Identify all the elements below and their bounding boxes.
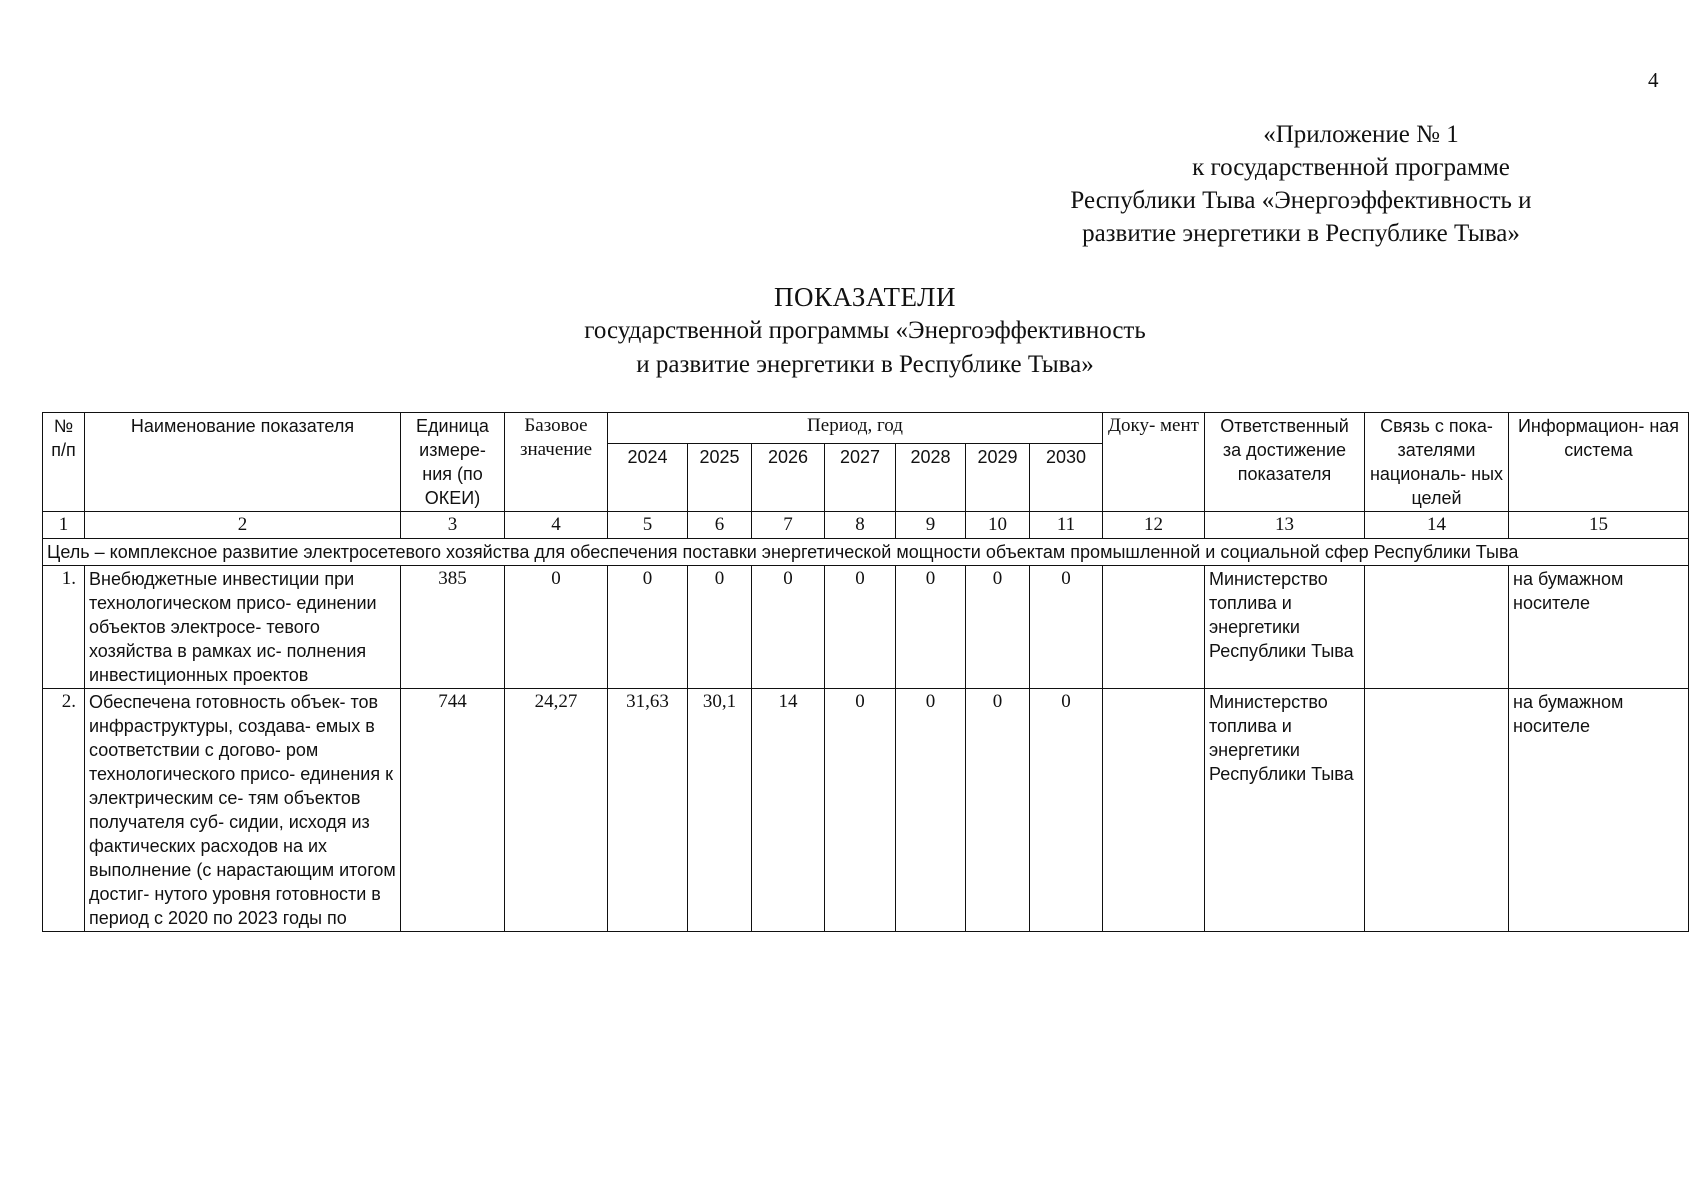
row-value-2025: 0 [688,566,752,689]
document-title [40,280,1690,382]
row-value-2028: 0 [896,566,966,689]
row-infosys: на бумажном носителе [1509,566,1689,689]
column-number: 13 [1205,512,1365,539]
table-row [43,689,1689,932]
row-unit: 385 [401,566,505,689]
row-unit: 744 [401,689,505,932]
table-row [43,566,1689,689]
row-responsible: Министерство топлива и энергетики Республики Тыва [1205,566,1365,689]
column-number: 1 [43,512,85,539]
row-value-2028: 0 [896,689,966,932]
column-number: 2 [85,512,401,539]
header-year: 2025 [688,444,752,512]
row-value-2027: 0 [825,566,896,689]
column-number: 7 [752,512,825,539]
row-value-2026: 0 [752,566,825,689]
column-number: 5 [608,512,688,539]
row-value-2027: 0 [825,689,896,932]
row-infosys: на бумажном носителе [1509,689,1689,932]
header-period: Период, год [608,413,1103,444]
header-infosys: Информацион- ная система [1509,413,1689,512]
column-number: 4 [505,512,608,539]
column-number: 11 [1030,512,1103,539]
row-base: 24,27 [505,689,608,932]
column-number: 9 [896,512,966,539]
column-number: 8 [825,512,896,539]
row-value-2030: 0 [1030,566,1103,689]
header-year: 2024 [608,444,688,512]
row-name: Внебюджетные инвестиции при технологическом присо- единении объектов электросе- тевого хозяйства в рамках ис- полнения инвестиционных проектов [85,566,401,689]
goal-row [43,539,1689,566]
row-value-2029: 0 [966,689,1030,932]
column-number: 6 [688,512,752,539]
indicators-table [42,412,1689,932]
header-row-1 [43,413,1689,444]
appendix-line-1: «Приложение № 1 [1263,121,1459,148]
column-number: 14 [1365,512,1509,539]
header-year: 2029 [966,444,1030,512]
appendix-header [951,118,1651,250]
row-responsible: Министерство топлива и энергетики Республики Тыва [1205,689,1365,932]
column-numbers-row [43,512,1689,539]
title-line-3: и развитие энергетики в Республике Тыва» [636,351,1094,378]
row-document [1103,689,1205,932]
title-main: ПОКАЗАТЕЛИ [774,282,956,312]
header-year: 2026 [752,444,825,512]
appendix-line-3: Республики Тыва «Энергоэффективность и [1070,187,1532,214]
column-number: 3 [401,512,505,539]
header-year: 2028 [896,444,966,512]
row-value-2024: 31,63 [608,689,688,932]
row-num: 2. [43,689,85,932]
row-value-2026: 14 [752,689,825,932]
column-number: 10 [966,512,1030,539]
row-value-2030: 0 [1030,689,1103,932]
header-link: Связь с пока- зателями националь- ных целей [1365,413,1509,512]
appendix-line-2: к государственной программе [1192,154,1510,181]
goal-text: Цель – комплексное развитие электросетевого хозяйства для обеспечения поставки энергетической мощности объектам промышленной и социальной сфер Республики Тыва [43,539,1689,566]
title-line-2: государственной программы «Энергоэффективность [584,317,1146,344]
header-responsible: Ответственный за достижение показателя [1205,413,1365,512]
row-base: 0 [505,566,608,689]
header-unit: Единица измере- ния (по ОКЕИ) [401,413,505,512]
header-name: Наименование показателя [85,413,401,512]
page-number: 4 [1648,68,1659,92]
appendix-line-4: развитие энергетики в Республике Тыва» [1082,220,1520,247]
row-num: 1. [43,566,85,689]
row-value-2025: 30,1 [688,689,752,932]
header-base: Базовое значение [505,413,608,512]
row-value-2024: 0 [608,566,688,689]
header-document: Доку- мент [1103,413,1205,512]
row-link [1365,566,1509,689]
header-year: 2027 [825,444,896,512]
row-document [1103,566,1205,689]
header-num: № п/п [43,413,85,512]
row-name: Обеспечена готовность объек- тов инфраструктуры, создава- емых в соответствии с догово- ром технологического присо- единения к электрическим се- тям объектов получателя суб- сидии, исходя из фактических расходов на их выполнение (с нарастающим итогом достиг- нутого уровня готовности в период с 2020 по 2023 годы по [85,689,401,932]
row-value-2029: 0 [966,566,1030,689]
header-year: 2030 [1030,444,1103,512]
column-number: 15 [1509,512,1689,539]
row-link [1365,689,1509,932]
column-number: 12 [1103,512,1205,539]
